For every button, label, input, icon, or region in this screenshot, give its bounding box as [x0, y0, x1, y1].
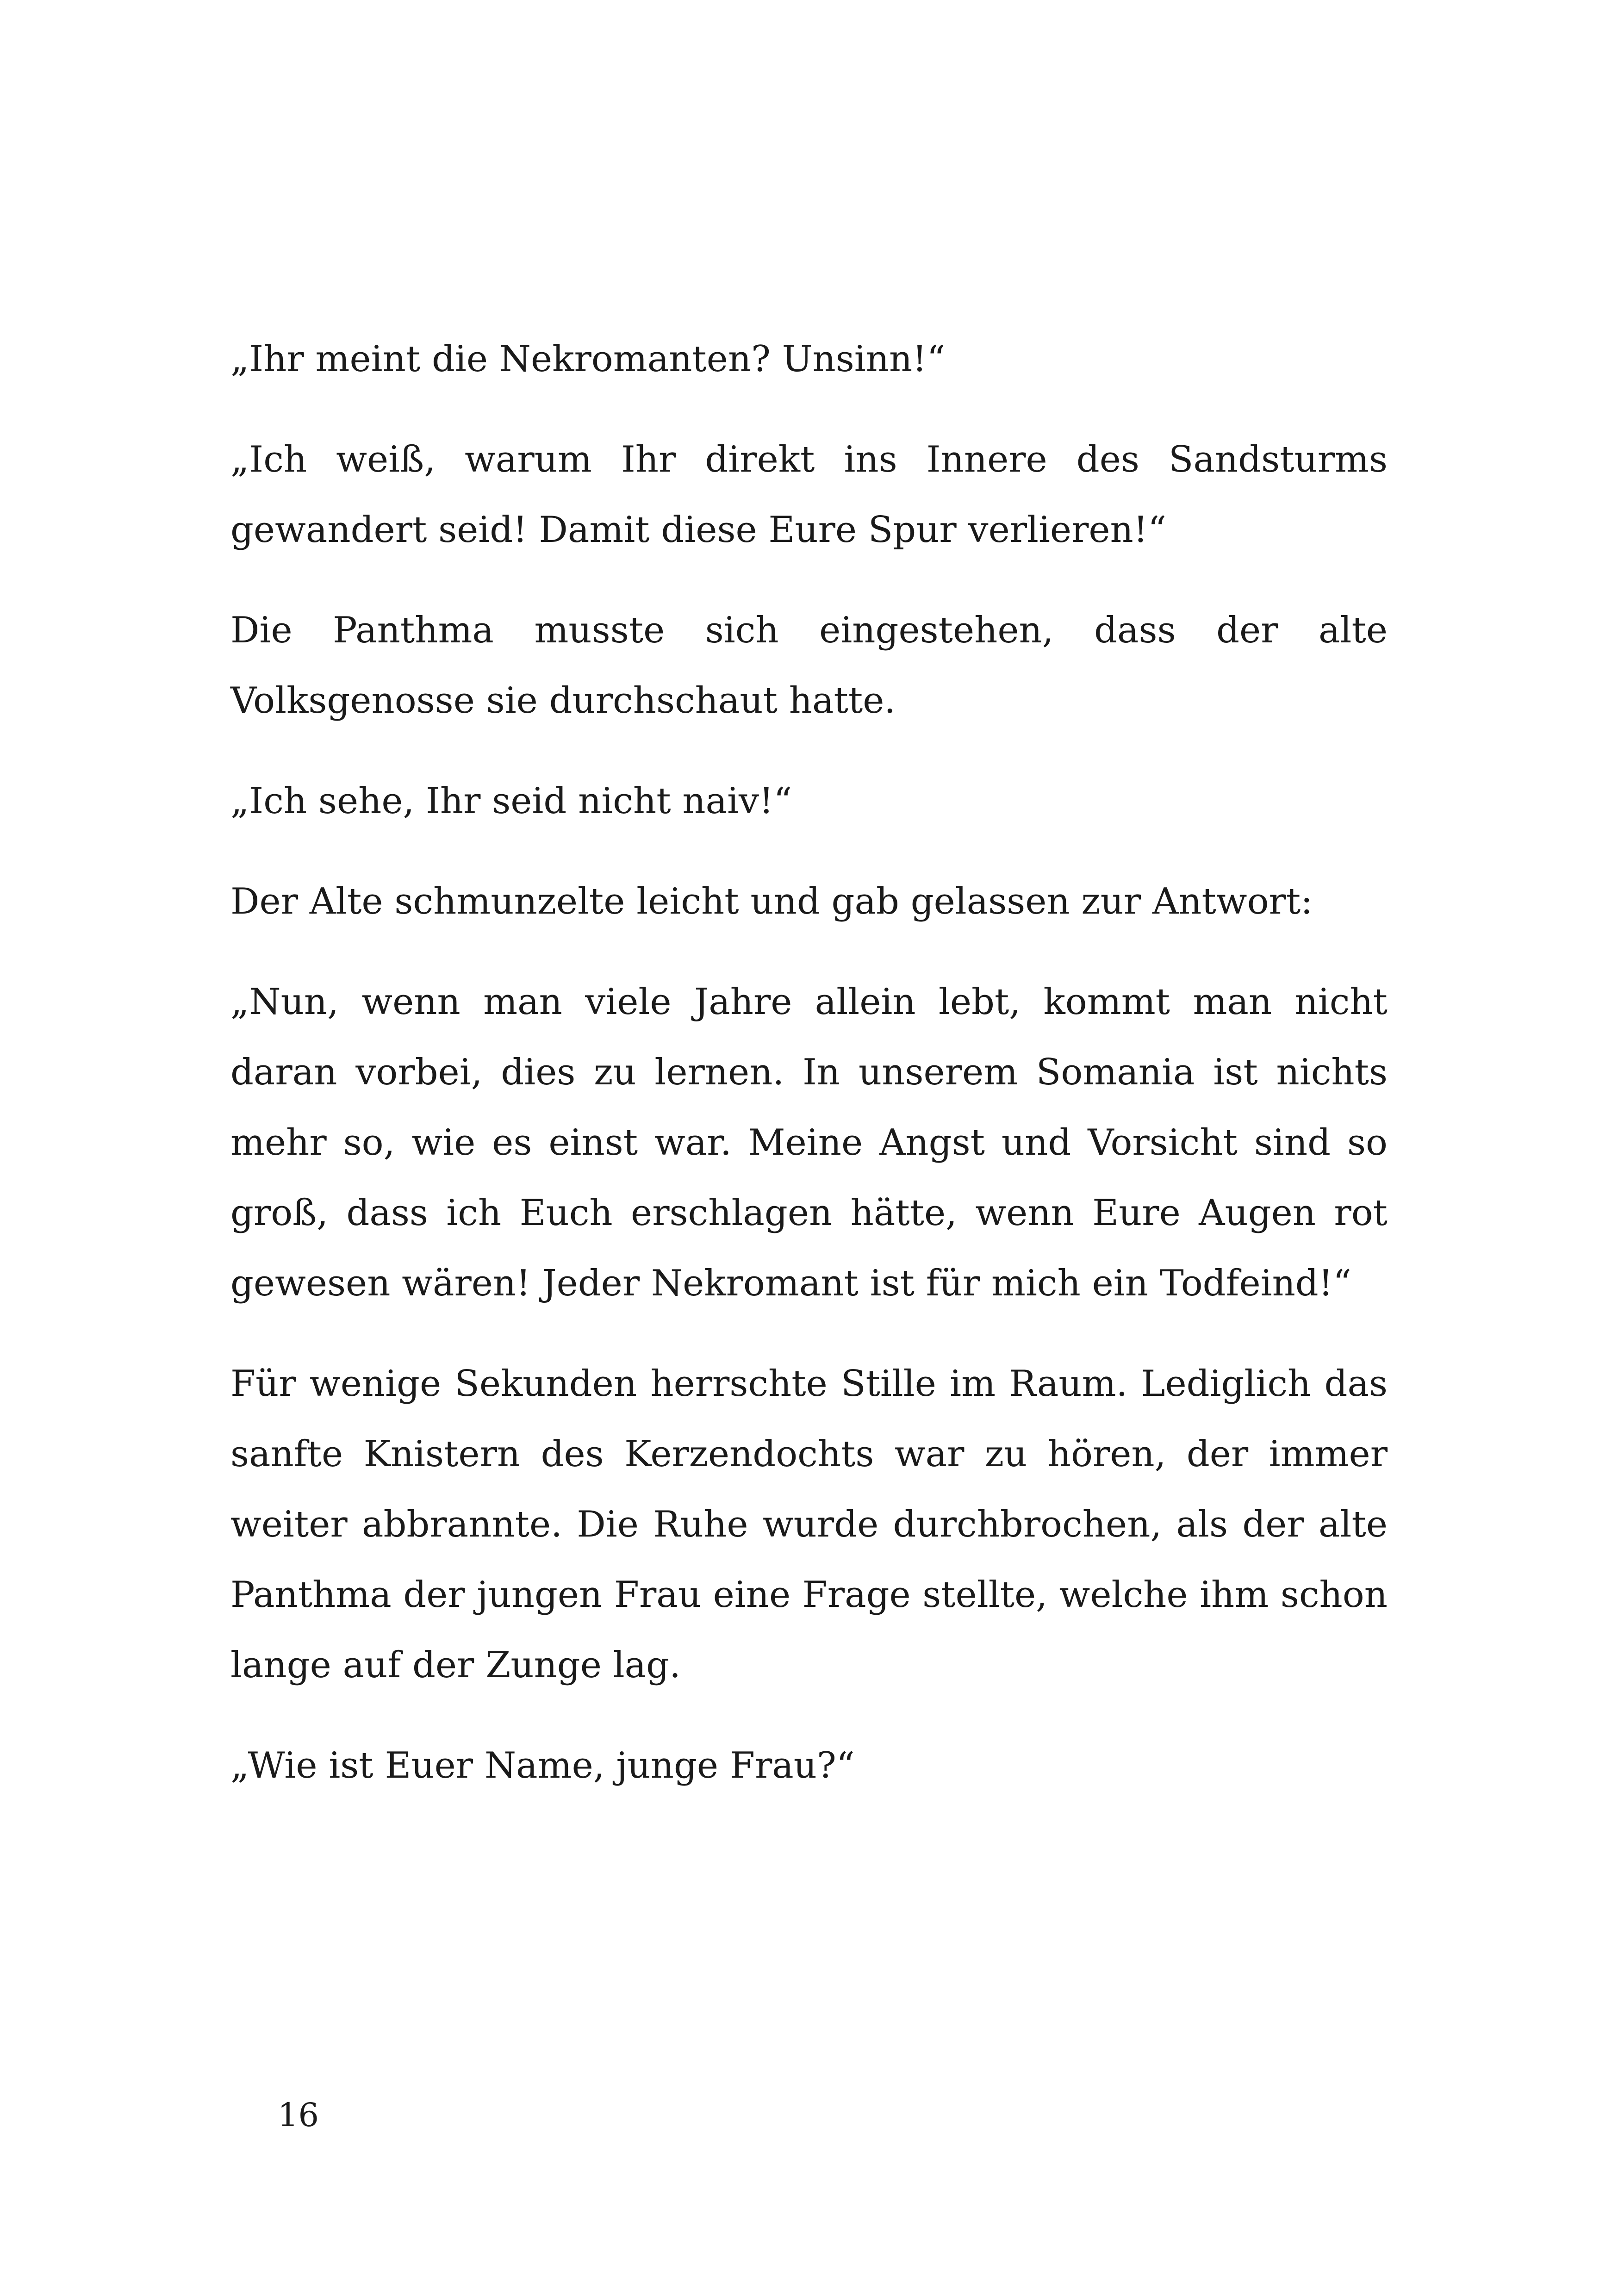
paragraph-8: „Wie ist Euer Name, junge Frau?“ — [230, 1745, 855, 1786]
paragraph-7: Für wenige Sekunden herrschte Stille im Raum. Lediglich das sanfte Knistern des Kerzendochts war zu hören, der immer weiter abbrannte. Die Ruhe wurde durchbrochen, als der alte Panthma der jungen Frau eine Frage stellte, welche ihm schon lange auf der Zunge lag. — [230, 1363, 1388, 1686]
page-number: 16 — [278, 2096, 319, 2134]
paragraph-2: „Ich weiß, warum Ihr direkt ins Innere des Sandsturms gewandert seid! Damit diese Eure Spur verlieren!“ — [230, 439, 1388, 551]
paragraph-3: Die Panthma musste sich eingestehen, dass der alte Volksgenosse sie durchschaut hatte. — [230, 610, 1388, 722]
body-text — [230, 324, 1388, 1831]
paragraph-6: „Nun, wenn man viele Jahre allein lebt, kommt man nicht daran vorbei, dies zu lernen. In unserem Somania ist nichts mehr so, wie es einst war. Meine Angst und Vorsicht sind so groß, dass ich Euch erschlagen hätte, wenn Eure Augen rot gewesen wären! Jeder Nekromant ist für mich ein Todfeind!“ — [230, 981, 1388, 1304]
paragraph-4: „Ich sehe, Ihr seid nicht naiv!“ — [230, 780, 792, 822]
paragraph-5: Der Alte schmunzelte leicht und gab gelassen zur Antwort: — [230, 881, 1313, 922]
paragraph-1: „Ihr meint die Nekromanten? Unsinn!“ — [230, 338, 946, 380]
